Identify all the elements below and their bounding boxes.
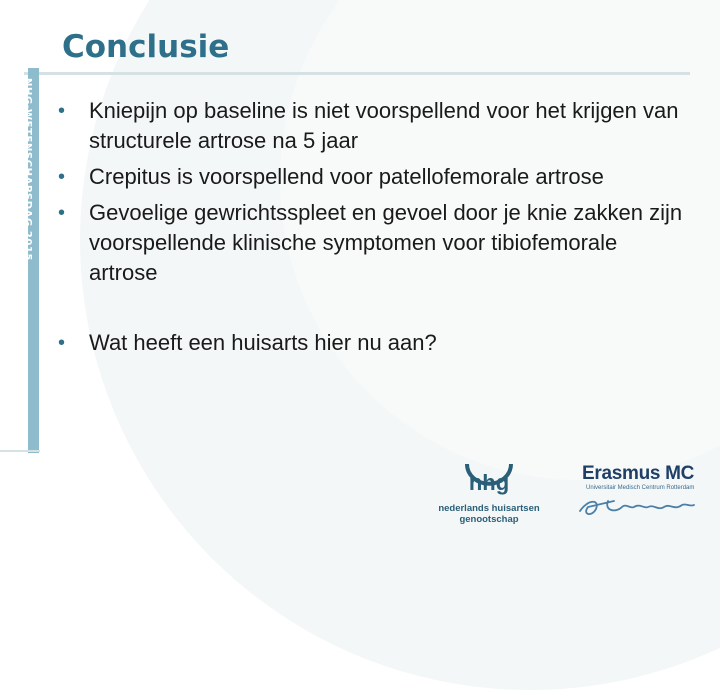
title-underline xyxy=(24,72,690,75)
bullet-icon: • xyxy=(58,202,66,224)
bullet-item xyxy=(58,162,688,192)
nhg-line-1: nederlands huisartsen xyxy=(438,503,540,514)
bullet-text: Crepitus is voorspellend voor patellofemorale artrose xyxy=(89,164,604,189)
bullet-text: Kniepijn op baseline is niet voorspellend voor het krijgen van structurele artrose na 5 jaar xyxy=(89,98,679,153)
bullet-icon: • xyxy=(58,332,66,354)
bullet-list xyxy=(58,96,688,364)
bullet-icon: • xyxy=(58,166,66,188)
nhg-logo-text xyxy=(434,503,544,525)
bullet-text: Wat heeft een huisarts hier nu aan? xyxy=(89,330,437,355)
erasmus-signature-icon xyxy=(574,489,698,523)
bullet-item xyxy=(58,328,688,358)
bullet-icon: • xyxy=(58,100,66,122)
nhg-logo xyxy=(434,460,544,530)
sidebar-bottom-line xyxy=(0,450,40,452)
bullet-item xyxy=(58,96,688,156)
slide-title: Conclusie xyxy=(62,29,230,65)
bullet-text: Gevoelige gewrichtsspleet en gevoel door je knie zakken zijn voorspellende klinische symptomen voor tibiofemorale artrose xyxy=(89,200,683,285)
nhg-mark-text: nhg xyxy=(468,470,510,495)
erasmus-mc-name: Erasmus MC xyxy=(582,463,695,484)
bullet-item xyxy=(58,198,688,288)
erasmus-mc-subline: Universitair Medisch Centrum Rotterdam xyxy=(586,485,695,491)
erasmus-mc-logo xyxy=(574,463,704,523)
nhg-logo-mark-icon xyxy=(453,460,525,500)
sidebar-event-label: NHG-WETENSCHAPSDAG 2015 xyxy=(22,78,33,262)
nhg-line-2: genootschap xyxy=(459,514,519,525)
